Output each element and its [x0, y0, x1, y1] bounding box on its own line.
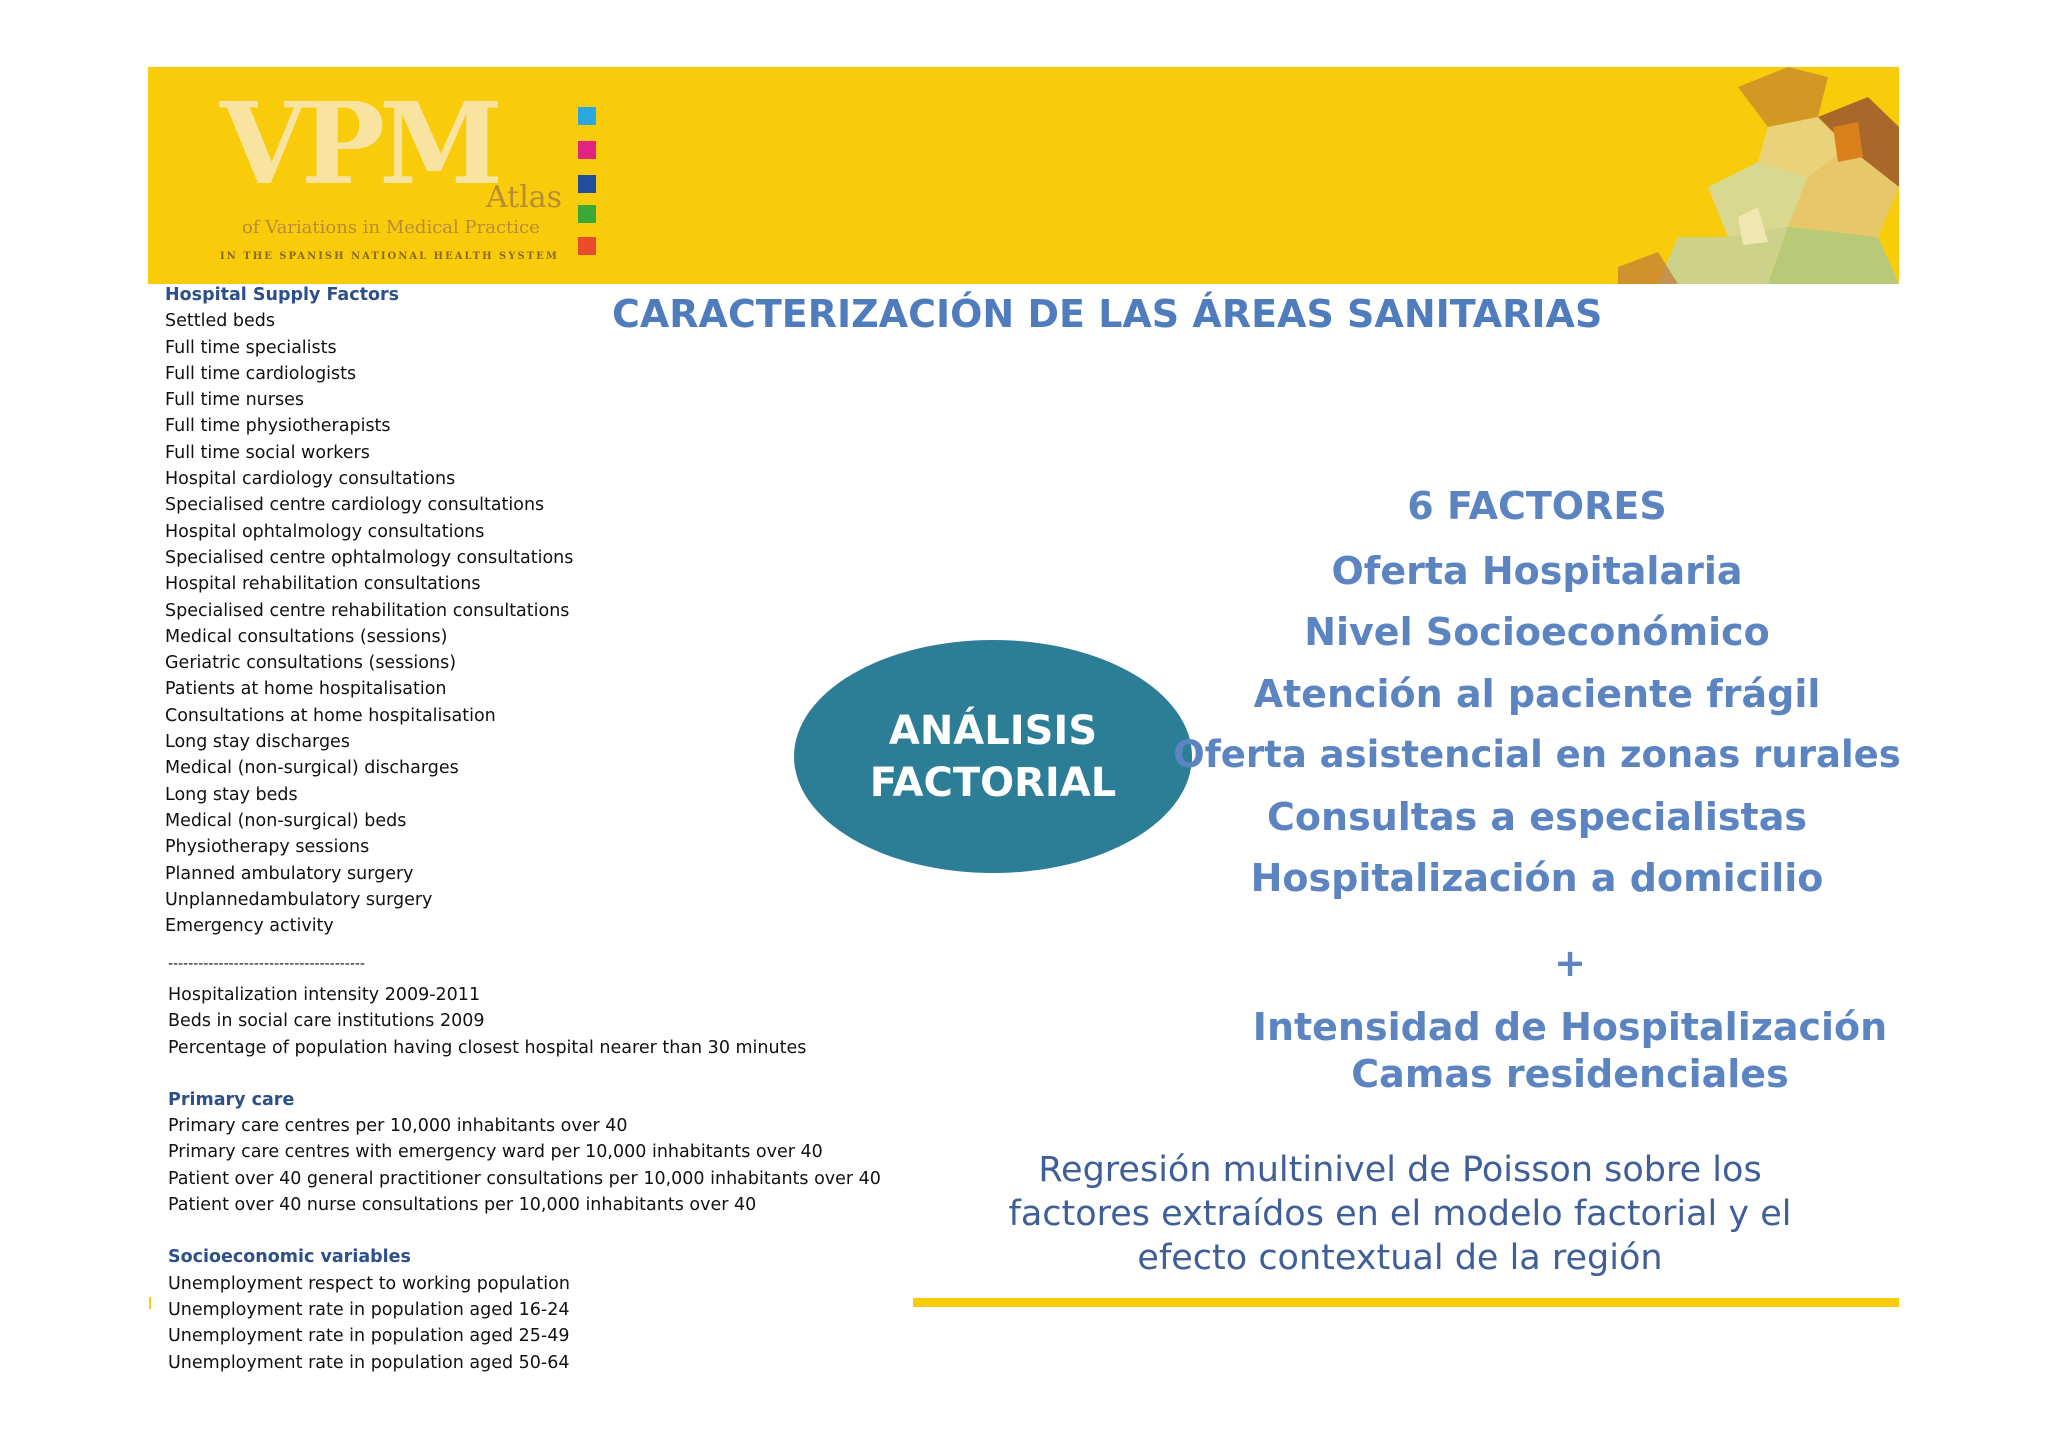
poisson-line: factores extraídos en el modelo factorial y el	[1008, 1194, 1792, 1234]
list-item: Emergency activity	[165, 916, 334, 937]
list-item: Unemployment rate in population aged 25-49	[168, 1326, 570, 1347]
other-variables-list	[168, 956, 928, 1376]
factor-item: Oferta asistencial en zonas rurales	[1173, 733, 1901, 776]
logo-square-blue	[578, 107, 596, 125]
list-item: Hospital cardiology consultations	[165, 469, 456, 490]
map-illustration	[1618, 67, 1899, 284]
extra-factor: Camas residenciales	[1351, 1052, 1789, 1096]
logo-square-green	[578, 205, 596, 223]
poisson-line: Regresión multinivel de Poisson sobre los	[1038, 1150, 1762, 1190]
list-item: Hospitalization intensity 2009-2011	[168, 985, 481, 1005]
factor-item: Nivel Socioeconómico	[1304, 610, 1770, 654]
list-item: Specialised centre cardiology consultations	[165, 495, 545, 516]
list-item: Patient over 40 nurse consultations per 10,000 inhabitants over 40	[168, 1195, 757, 1216]
ellipse-line-1: ANÁLISIS	[888, 707, 1098, 754]
list-item: Primary care centres per 10,000 inhabitants over 40	[168, 1116, 628, 1137]
list-item: Medical consultations (sessions)	[165, 626, 448, 647]
list-item: Specialised centre ophtalmology consultations	[165, 547, 574, 568]
list-item: Planned ambulatory surgery	[165, 863, 414, 884]
list-item: Long stay discharges	[165, 732, 350, 753]
factors-heading: 6 FACTORES	[1407, 484, 1667, 528]
list-item: Beds in social care institutions 2009	[168, 1011, 485, 1032]
factor-item: Atención al paciente frágil	[1253, 672, 1821, 716]
list-item: Full time nurses	[165, 390, 304, 411]
page-title: CARACTERIZACIÓN DE LAS ÁREAS SANITARIAS	[612, 292, 1603, 336]
list-item: Long stay beds	[165, 784, 298, 805]
list-item: Unemployment rate in population aged 50-64	[168, 1352, 570, 1373]
list-item: Medical (non-surgical) beds	[165, 810, 407, 831]
list-item: Percentage of population having closest hospital nearer than 30 minutes	[168, 1037, 807, 1058]
list-item: Full time specialists	[165, 337, 337, 358]
factorial-analysis-ellipse	[794, 640, 1192, 873]
list-item: Patient over 40 general practitioner consultations per 10,000 inhabitants over 40	[168, 1168, 881, 1189]
poisson-line: efecto contextual de la región	[1137, 1238, 1663, 1278]
list-item: Patients at home hospitalisation	[165, 679, 447, 700]
extra-factor: Intensidad de Hospitalización	[1252, 1005, 1888, 1049]
logo-square-magenta	[578, 141, 596, 159]
list-item: Unplannedambulatory surgery	[165, 889, 433, 910]
header-banner	[148, 67, 1899, 284]
list-item: Consultations at home hospitalisation	[165, 705, 496, 726]
logo-vpm: VPM	[220, 79, 498, 210]
socioeconomic-heading: Socioeconomic variables	[168, 1247, 411, 1268]
factor-item: Hospitalización a domicilio	[1250, 856, 1824, 900]
logo-atlas: Atlas	[486, 180, 563, 215]
list-item: Full time cardiologists	[165, 363, 357, 384]
list-item: Unemployment rate in population aged 16-24	[168, 1299, 570, 1320]
list-item: Hospital rehabilitation consultations	[165, 574, 481, 595]
list-item: Hospital ophtalmology consultations	[165, 521, 485, 542]
factor-item: Consultas a especialistas	[1267, 795, 1807, 839]
list-item: Full time social workers	[165, 442, 370, 463]
logo-square-red	[578, 237, 596, 255]
factor-item: Oferta Hospitalaria	[1331, 549, 1743, 593]
list-item: Medical (non-surgical) discharges	[165, 758, 459, 779]
list-item: Geriatric consultations (sessions)	[165, 653, 457, 674]
yellow-tick	[149, 1297, 151, 1309]
separator-dashes: ---------------------------------------	[168, 956, 366, 972]
logo-subtitle: of Variations in Medical Practice	[242, 217, 540, 238]
list-item: Settled beds	[165, 311, 275, 332]
list-item: Specialised centre rehabilitation consultations	[165, 600, 570, 621]
yellow-divider	[913, 1298, 1899, 1307]
list-item: Primary care centres with emergency ward per 10,000 inhabitants over 40	[168, 1142, 823, 1163]
primary-care-heading: Primary care	[168, 1089, 295, 1110]
logo-subtitle-2: IN THE SPANISH NATIONAL HEALTH SYSTEM	[220, 251, 559, 262]
hospital-supply-heading: Hospital Supply Factors	[165, 285, 400, 305]
list-item: Unemployment respect to working population	[168, 1273, 570, 1294]
poisson-regression-text	[1000, 1148, 1800, 1280]
list-item: Full time physiotherapists	[165, 416, 391, 437]
logo-square-navy	[578, 175, 596, 193]
ellipse-line-2: FACTORIAL	[869, 759, 1117, 806]
plus-sign: +	[1554, 941, 1586, 985]
hospital-supply-list	[165, 282, 885, 939]
list-item: Physiotherapy sessions	[165, 837, 370, 858]
